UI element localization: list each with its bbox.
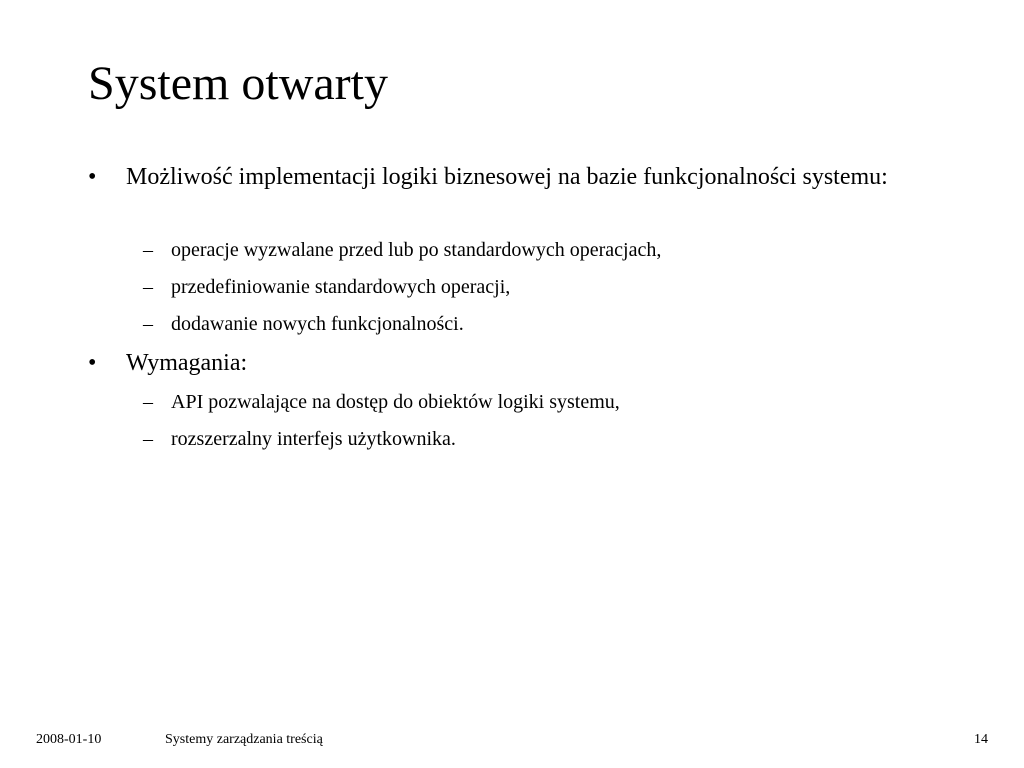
- sub-bullet-marker: –: [143, 391, 153, 413]
- sub-bullet-item: [143, 310, 903, 338]
- sub-bullet-item: [143, 388, 903, 416]
- sub-bullet-text: rozszerzalny interfejs użytkownika.: [171, 428, 456, 450]
- slide-title: System otwarty: [88, 57, 388, 110]
- bullet-item: [88, 346, 908, 380]
- sub-bullet-text: dodawanie nowych funkcjonalności.: [171, 313, 464, 335]
- bullet-text: Wymagania:: [126, 350, 248, 376]
- footer-date: 2008-01-10: [36, 732, 102, 747]
- sub-bullet-text: API pozwalające na dostęp do obiektów logiki systemu,: [171, 391, 620, 413]
- sub-bullet-item: [143, 236, 903, 264]
- bullet-marker: •: [88, 164, 97, 190]
- sub-bullet-marker: –: [143, 239, 153, 261]
- bullet-text: Możliwość implementacji logiki biznesowej na bazie funkcjonalności systemu:: [126, 164, 888, 190]
- sub-bullet-marker: –: [143, 313, 153, 335]
- sub-bullet-marker: –: [143, 276, 153, 298]
- sub-bullet-item: [143, 425, 903, 453]
- sub-bullet-text: przedefiniowanie standardowych operacji,: [171, 276, 511, 298]
- bullet-item: [88, 160, 908, 194]
- sub-bullet-item: [143, 273, 903, 301]
- sub-bullet-marker: –: [143, 428, 153, 450]
- sub-bullet-text: operacje wyzwalane przed lub po standardowych operacjach,: [171, 239, 662, 261]
- footer-page-number: 14: [974, 732, 988, 747]
- bullet-marker: •: [88, 350, 97, 376]
- footer-title: Systemy zarządzania treścią: [165, 732, 323, 747]
